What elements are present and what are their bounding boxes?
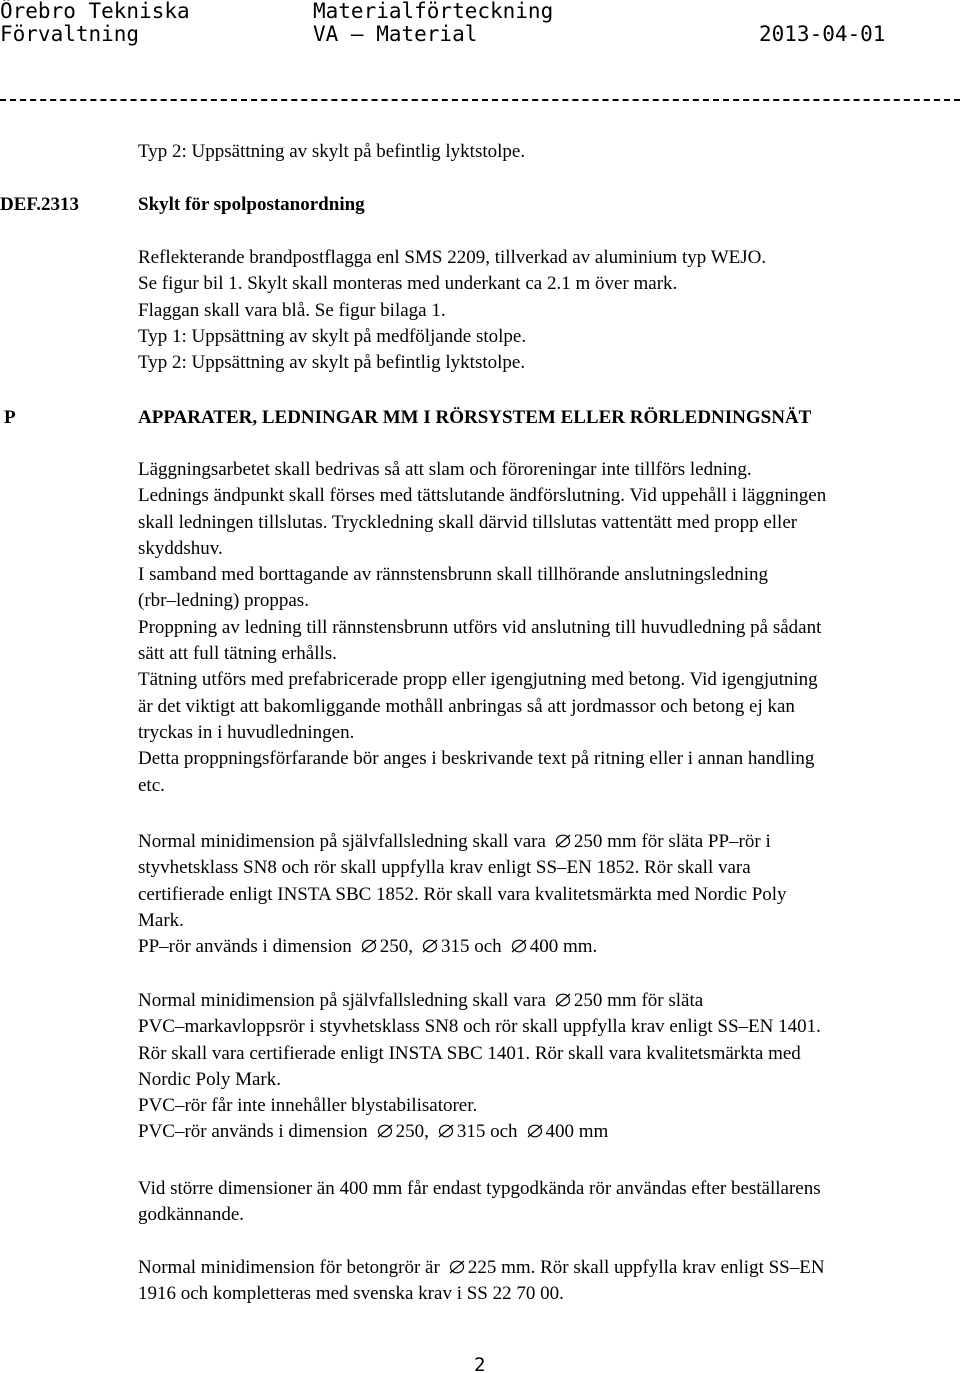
diameter-icon	[552, 833, 574, 849]
section-heading-def2313: Skylt för spolpostanordning	[138, 194, 365, 215]
text-line: (rbr–ledning) proppas.	[138, 590, 309, 612]
text-line: PVC–rör används i dimension 250, 315 och 400 mm	[138, 1121, 609, 1143]
section-p-pvc-paragraph	[138, 988, 958, 1146]
text-line: Vid större dimensioner än 400 mm får endast typgodkända rör användas efter beställarens	[138, 1178, 821, 1199]
header-org-line1: Örebro Tekniska	[0, 0, 190, 23]
text-line: styvhetsklass SN8 och rör skall uppfylla krav enligt SS–EN 1852. Rör skall vara	[138, 857, 751, 879]
text-line: skyddshuv.	[138, 537, 223, 559]
section-p-pp-paragraph	[138, 829, 958, 960]
text-line: Flaggan skall vara blå. Se figur bilaga 1.	[138, 299, 446, 321]
section-p-concrete-paragraph	[138, 1255, 958, 1308]
text-line: Läggningsarbetet skall bedrivas så att slam och föroreningar inte tillförs ledning.	[138, 459, 752, 480]
text-line: Mark.	[138, 909, 184, 931]
header-title-line2: VA – Material	[313, 22, 478, 46]
text-line: godkännande.	[138, 1204, 245, 1226]
text-line: PVC–rör får inte innehåller blystabilisatorer.	[138, 1095, 478, 1117]
intro-line: Typ 2: Uppsättning av skylt på befintlig lyktstolpe.	[138, 141, 526, 162]
text-line: tryckas in i huvudledningen.	[138, 721, 355, 743]
section-code-p: P	[4, 407, 16, 428]
text-line: sätt att full tätning erhålls.	[138, 643, 337, 665]
text-line: Detta proppningsförfarande bör anges i beskrivande text på ritning eller i annan handling	[138, 748, 815, 770]
text-line: Tätning utförs med prefabricerade propp eller igengjutning med betong. Vid igengjutning	[138, 669, 818, 691]
text-line: 1916 och kompletteras med svenska krav i SS 22 70 00.	[138, 1283, 564, 1305]
page-header	[0, 0, 960, 161]
section-p-paragraph-1	[138, 457, 958, 799]
header-separator	[0, 94, 960, 106]
page-number: 2	[474, 1354, 486, 1373]
text-line: Typ 1: Uppsättning av skylt på medföljande stolpe.	[138, 325, 527, 347]
text-line: Proppning av ledning till rännstensbrunn utförs vid anslutning till huvudledning på sådant	[138, 616, 822, 638]
text-line: certifierade enligt INSTA SBC 1852. Rör skall vara kvalitetsmärkta med Nordic Poly	[138, 883, 787, 905]
diameter-icon	[358, 938, 380, 954]
text-line: Nordic Poly Mark.	[138, 1068, 282, 1090]
header-date: 2013-04-01	[759, 22, 886, 46]
section-p-larger-dimensions	[138, 1176, 958, 1229]
text-line: Normal minidimension för betongrör är 225 mm. Rör skall uppfylla krav enligt SS–EN	[138, 1257, 825, 1278]
diameter-icon	[524, 1123, 546, 1139]
text-line: skall ledningen tillslutas. Tryckledning skall därvid tillslutas vattentätt med propp eller	[138, 511, 798, 533]
diameter-icon	[552, 992, 574, 1008]
diameter-icon	[419, 938, 441, 954]
text-line: är det viktigt att bakomliggande mothåll anbringas så att jordmassor och betong ej kan	[138, 695, 795, 717]
diameter-icon	[446, 1259, 468, 1275]
text-line: PP–rör används i dimension 250, 315 och 400 mm.	[138, 936, 598, 958]
section-code-def2313: DEF.2313	[0, 194, 80, 215]
text-line: Rör skall vara certifierade enligt INSTA SBC 1401. Rör skall vara kvalitetsmärkta med	[138, 1042, 801, 1064]
diameter-icon	[374, 1123, 396, 1139]
section-heading-p: APPARATER, LEDNINGAR MM I RÖRSYSTEM ELLER RÖRLEDNINGSNÄT	[138, 407, 812, 428]
text-line: I samband med borttagande av rännstensbrunn skall tillhörande anslutningsledning	[138, 564, 769, 586]
text-line: Lednings ändpunkt skall förses med tättslutande ändförslutning. Vid uppehåll i läggningen	[138, 485, 827, 507]
def2313-body	[138, 245, 958, 376]
text-line: Normal minidimension på självfallsledning skall vara 250 mm för släta PP–rör i	[138, 831, 771, 852]
text-line: Normal minidimension på självfallsledning skall vara 250 mm för släta	[138, 990, 704, 1011]
text-line: Typ 2: Uppsättning av skylt på befintlig lyktstolpe.	[138, 352, 526, 374]
text-line: Se figur bil 1. Skylt skall monteras med underkant ca 2.1 m över mark.	[138, 273, 678, 295]
text-line: PVC–markavloppsrör i styvhetsklass SN8 och rör skall uppfylla krav enligt SS–EN 1401.	[138, 1016, 821, 1038]
text-line: etc.	[138, 774, 165, 796]
diameter-icon	[435, 1123, 457, 1139]
text-line: Reflekterande brandpostflagga enl SMS 2209, tillverkad av aluminium typ WEJO.	[138, 247, 767, 268]
diameter-icon	[508, 938, 530, 954]
header-title-line1: Materialförteckning	[313, 0, 554, 23]
header-org-line2: Förvaltning	[0, 22, 140, 46]
